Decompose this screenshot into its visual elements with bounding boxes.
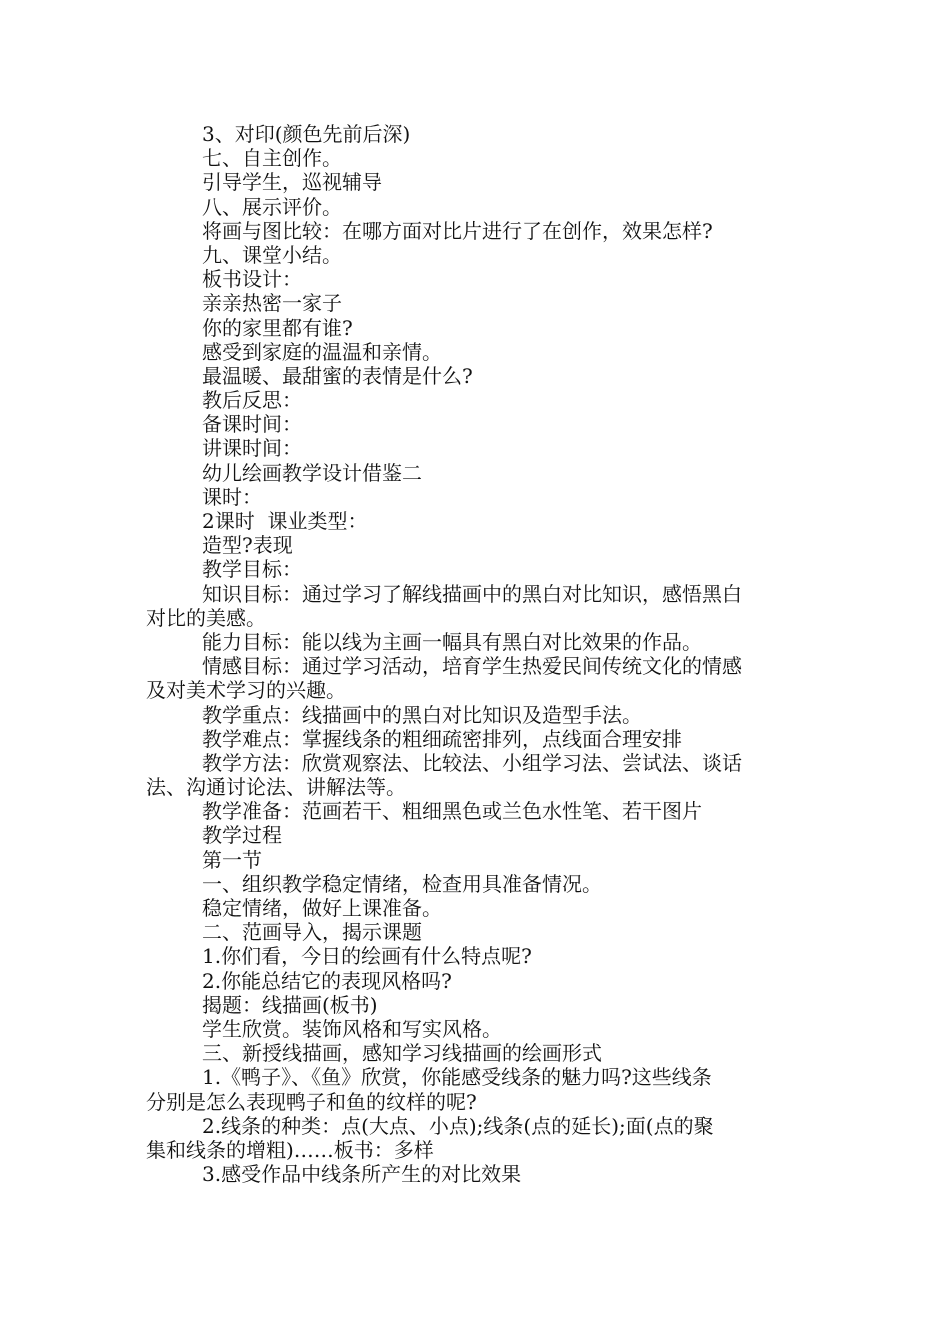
text-line: 知识目标：通过学习了解线描画中的黑白对比知识，感悟黑白	[202, 581, 742, 606]
text-line: 教后反思：	[202, 388, 302, 413]
text-line: 集和线条的增粗)……板书：多样	[146, 1137, 434, 1162]
text-line: 最温暖、最甜蜜的表情是什么?	[202, 363, 473, 388]
text-line: 及对美术学习的兴趣。	[146, 678, 346, 703]
text-line: 法、沟通讨论法、讲解法等。	[146, 775, 406, 800]
text-line: 教学重点：线描画中的黑白对比知识及造型手法。	[202, 702, 642, 727]
text-line: 分别是怎么表现鸭子和鱼的纹样的呢?	[146, 1089, 477, 1114]
text-line: 教学过程	[202, 823, 282, 848]
text-line: 三、新授线描画，感知学习线描画的绘画形式	[202, 1041, 602, 1066]
text-line: 对比的美感。	[146, 605, 266, 630]
text-line: 亲亲热密一家子	[202, 291, 342, 316]
text-line: 七、自主创作。	[202, 146, 342, 171]
text-line: 2.线条的种类：点(大点、小点);线条(点的延长);面(点的聚	[202, 1113, 714, 1138]
text-line: 第一节	[202, 847, 262, 872]
text-line: 造型?表现	[202, 533, 293, 558]
text-line: 九、课堂小结。	[202, 242, 342, 267]
text-line: 课时：	[202, 484, 262, 509]
text-line: 二、范画导入，揭示课题	[202, 920, 422, 945]
document-body	[146, 122, 810, 1186]
text-line: 2课时 课业类型：	[202, 509, 368, 533]
text-line: 你的家里都有谁?	[202, 315, 353, 340]
text-line: 讲课时间：	[202, 436, 302, 461]
text-line: 板书设计：	[202, 267, 302, 292]
text-line: 学生欣赏。装饰风格和写实风格。	[202, 1016, 502, 1041]
text-line: 揭题：线描画(板书)	[202, 992, 378, 1017]
text-line: 稳定情绪，做好上课准备。	[202, 896, 442, 920]
text-line: 1.《鸭子》、《鱼》欣赏，你能感受线条的魅力吗?这些线条	[202, 1065, 712, 1090]
text-line: 感受到家庭的温温和亲情。	[202, 339, 442, 364]
text-line: 教学准备：范画若干、粗细黑色或兰色水性笔、若干图片	[202, 799, 702, 824]
text-line: 能力目标：能以线为主画一幅具有黑白对比效果的作品。	[202, 629, 702, 654]
text-line: 教学难点：掌握线条的粗细疏密排列，点线面合理安排	[202, 726, 682, 751]
text-line: 3、对印(颜色先前后深)	[202, 122, 411, 146]
text-line: 八、展示评价。	[202, 194, 342, 219]
text-line: 2.你能总结它的表现风格吗?	[202, 968, 452, 993]
text-line: 1.你们看，今日的绘画有什么特点呢?	[202, 944, 532, 969]
text-line: 教学方法：欣赏观察法、比较法、小组学习法、尝试法、谈话	[202, 750, 742, 775]
text-line: 引导学生，巡视辅导	[202, 170, 382, 195]
text-line: 3.感受作品中线条所产生的对比效果	[202, 1162, 522, 1187]
text-line: 幼儿绘画教学设计借鉴二	[202, 460, 422, 485]
text-line: 将画与图比较：在哪方面对比片进行了在创作，效果怎样?	[202, 218, 713, 243]
text-line: 情感目标：通过学习活动，培育学生热爱民间传统文化的情感	[202, 654, 742, 679]
text-line: 教学目标：	[202, 557, 302, 582]
text-line: 一、组织教学稳定情绪，检查用具准备情况。	[202, 871, 602, 896]
text-line: 备课时间：	[202, 412, 302, 437]
